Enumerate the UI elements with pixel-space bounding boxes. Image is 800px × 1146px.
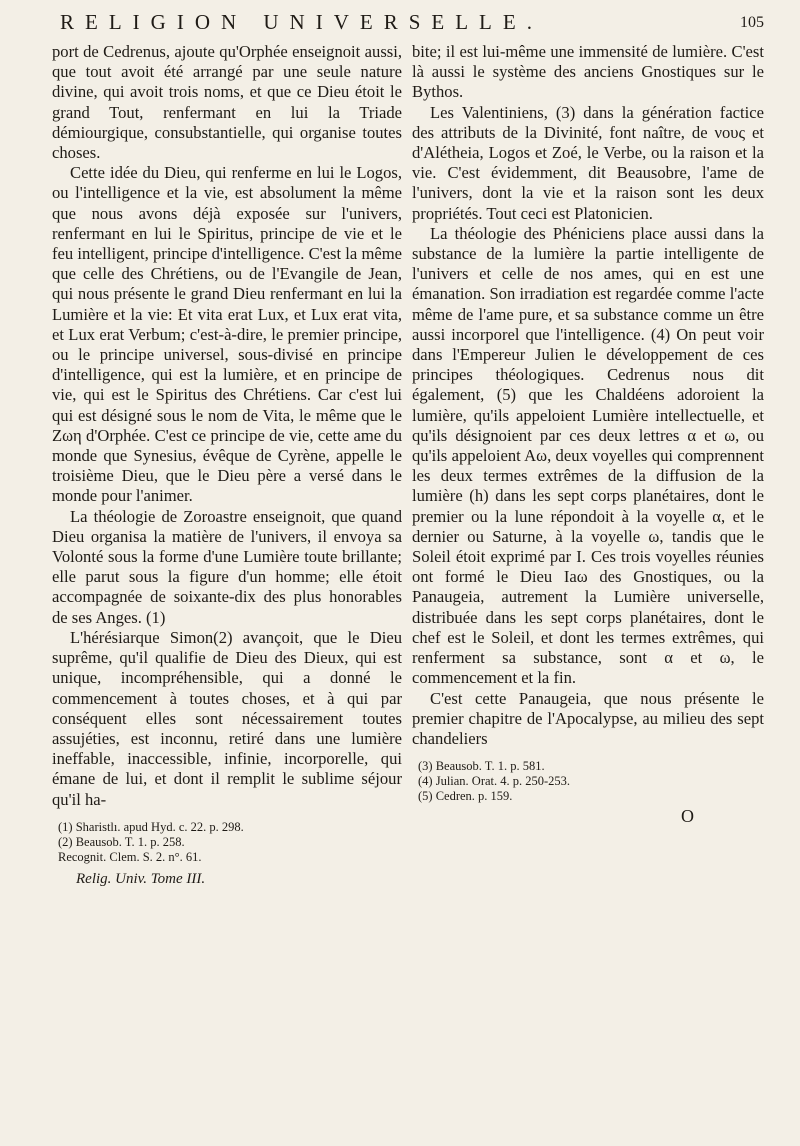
left-column — [52, 42, 402, 889]
paragraph: Cette idée du Dieu, qui renferme en lui le Logos, ou l'intelligence et la vie, est absolument la même que nous avons déjà exposée sur l'univers, renfermant en lui le Spiritus, principe de vie et le feu intelligent, principe d'intelligence. C'est la même que celle des Chrétiens, ou de l'Evangile de Jean, qui nous présente le grand Dieu renfermant en lui la Lumière et la vie: Et vita erat Lux, et Lux erat vita, et Lux erat Verbum; c'est-à-dire, le premier principe, ou le principe universel, sous-divisé en principe d'intelligence, qui est la lumière, et en principe de vie, qui est le Spiritus des Chrétiens. Car c'est lui qui est désigné sous le nom de Vita, le même que le Zωη d'Orphée. C'est ce principe de vie, cette ame du monde que Synesius, évêque de Cyrène, appelle le troisième Dieu, que le Dieu père a versé dans le monde pour l'animer. — [52, 163, 402, 506]
paragraph: bite; il est lui-même une immensité de lumière. C'est là aussi le système des anciens Gnostiques sur le Bythos. — [412, 42, 764, 102]
footnotes-left — [52, 820, 402, 865]
footnote: (3) Beausob. T. 1. p. 581. — [418, 759, 545, 774]
printer-signature: Relig. Univ. Tome III. — [76, 870, 206, 887]
right-column — [412, 42, 764, 826]
page-header — [60, 8, 764, 36]
paragraph: C'est cette Panaugeia, que nous présente le premier chapitre de l'Apocalypse, au milieu des sept chandeliers — [412, 688, 764, 748]
signature-mark: O — [681, 806, 694, 827]
footnote: (5) Cedren. p. 159. — [418, 789, 513, 804]
page-number: 105 — [740, 14, 764, 31]
footnote: (4) Julian. Orat. 4. p. 250-253. — [418, 774, 571, 789]
paragraph: La théologie des Phéniciens place aussi dans la substance de la lumière la partie intelligente de l'univers et celle de nos ames, qui en est une émanation. Son irradiation est regardée comme l'acte même de l'ame pure, et sa substance comme un être aussi incorporel que l'intelligence. (4) On peut voir dans l'Empereur Julien le développement de ces principes théologiques. Cedrenus nous dit également, (5) que les Chaldéens adoroient la lumière, qu'ils appeloient Lumière intellectuelle, et qu'ils désignoient par ces deux lettres α et ω, ou qu'ils appeloient Aω, deux voyelles qui comprennent les deux termes extrêmes de la diffusion de la lumière (h) dans les sept corps planétaires, dont le premier ou la lune répondoit à la voyelle α, et le dernier ou Saturne, à la voyelle ω, tandis que le Soleil étoit exprimé par I. Ces trois voyelles réunies ont formé le Dieu Iaω des Gnostiques, ou la Panaugeia, autrement la Lumière universelle, distribuée dans les sept corps planétaires, dont le chef est le Soleil, et dont les termes extrêmes, qui renferment sa substance, sont α et ω, le commencement et la fin. — [412, 223, 764, 688]
paragraph: Les Valentiniens, (3) dans la génération factice des attributs de la Divinité, font naître, de νους et d'Alétheia, Logos et Zoé, le Verbe, ou la raison et la vie. C'est évidemment, dit Beausobre, l'ame de l'univers, dont la vie et la raison sont les deux propriétés. Tout ceci est Platonicien. — [412, 102, 764, 223]
footnote: (2) Beausob. T. 1. p. 258. — [58, 834, 185, 849]
running-title: RELIGION UNIVERSELLE. — [60, 10, 543, 34]
footnote: Recognit. Clem. S. 2. n°. 61. — [58, 849, 202, 864]
paragraph: L'hérésiarque Simon(2) avançoit, que le Dieu suprême, qu'il qualifie de Dieu des Dieux, qui est unique, incompréhensible, qui a donné le commencement à toutes choses, et à qui par conséquent elles sont nécessairement toutes assujéties, est inconnu, retiré dans une lumière ineffable, inaccessible, infinie, incorporelle, qui émane de lui, et dont il remplit le sublime séjour qu'il ha- — [52, 627, 402, 809]
footnote: (1) Sharistlı. apud Hyd. c. 22. p. 298. — [58, 819, 244, 834]
paragraph: La théologie de Zoroastre enseignoit, que quand Dieu organisa la matière de l'univers, il envoya sa Volonté sous la forme d'une Lumière toute brillante; elle parut sous la figure d'un homme; elle étoit accompagnée de soixante-dix des plus honorables de ses Anges. (1) — [52, 506, 402, 627]
paragraph: port de Cedrenus, ajoute qu'Orphée enseignoit aussi, que tout avoit été arrangé par une seule nature divine, qui avoit trois noms, et que ce Dieu étoit le grand Tout, renfermant en lui la Triade démiourgique, consubstantielle, qui organise toutes choses. — [52, 42, 402, 163]
footnotes-right — [412, 759, 764, 804]
